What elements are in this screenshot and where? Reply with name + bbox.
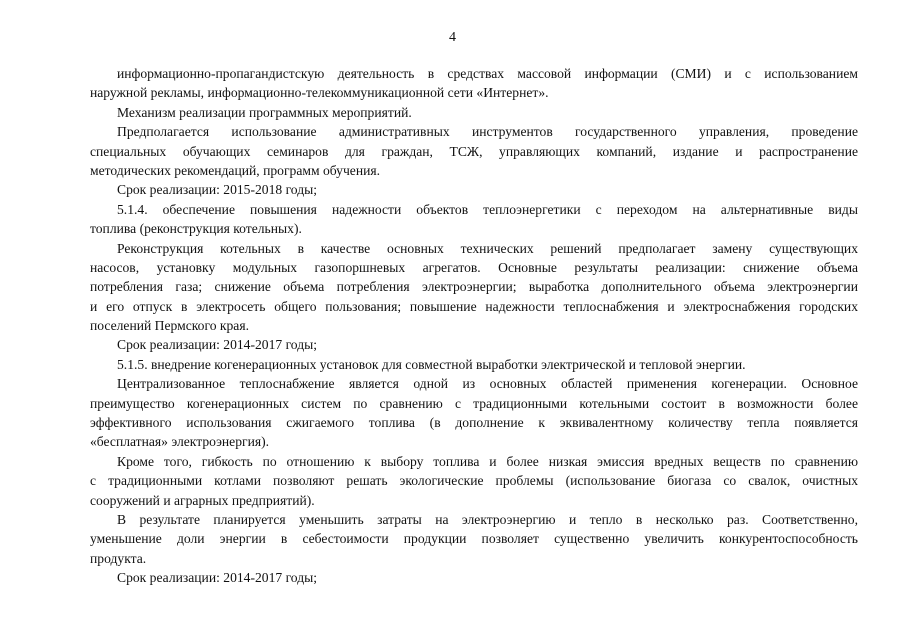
- text-line: эффективного использования сжигаемого топлива (в дополнение к эквивалентному количеству тепла появляется: [90, 415, 858, 431]
- text-line: и его отпуск в электросеть общего пользования; повышение надежности теплоснабжения и электроснабжения городских: [90, 298, 858, 314]
- paragraph: [90, 239, 858, 336]
- text-line: Централизованное теплоснабжение является одной из основных областей применения когенерации. Основное: [117, 376, 858, 392]
- text-line: насосов, установку модульных газопоршневых агрегатов. Основные результаты реализации: снижение объема: [90, 259, 858, 275]
- page-number: 4: [449, 30, 456, 45]
- text-line: 5.1.5. внедрение когенерационных установок для совместной выработки электрической и тепловой энергии.: [117, 356, 746, 372]
- text-line: поселений Пермского края.: [90, 318, 249, 334]
- text-line: информационно-пропагандистскую деятельность в средствах массовой информации (СМИ) и с использованием: [117, 66, 858, 81]
- text-line: Предполагается использование административных инструментов государственного управления, проведение: [117, 124, 858, 140]
- text-line: 5.1.4. обеспечение повышения надежности объектов теплоэнергетики с переходом на альтернативные виды: [117, 201, 858, 217]
- text-line: продукта.: [90, 550, 147, 566]
- paragraph: [90, 200, 858, 239]
- text-line: уменьшение доли энергии в себестоимости продукции позволяет существенно увеличить конкурентоспособность: [90, 531, 858, 547]
- paragraph: [90, 122, 858, 180]
- text-line: методических рекомендаций, программ обучения.: [90, 162, 381, 178]
- paragraph: [90, 335, 858, 354]
- paragraph: [90, 510, 858, 568]
- paragraph: [90, 568, 858, 587]
- paragraph: [90, 374, 858, 452]
- paragraph: [90, 355, 858, 374]
- text-line: В результате планируется уменьшить затраты на электроэнергию и тепло в несколько раз. Соответственно,: [117, 511, 858, 527]
- paragraph: [90, 103, 858, 122]
- text-line: Срок реализации: 2014-2017 годы;: [117, 570, 318, 586]
- paragraph: [90, 64, 858, 103]
- text-line: преимущество когенерационных систем по сравнению с традиционными котельными состоит в возможности более: [90, 395, 858, 411]
- text-line: «бесплатная» электроэнергия).: [90, 434, 270, 450]
- paragraph: [90, 180, 858, 199]
- text-line: специальных обучающих семинаров для граждан, ТСЖ, управляющих компаний, издание и распространение: [90, 143, 858, 159]
- text-line: Реконструкция котельных в качестве основных технических решений предполагает замену существующих: [117, 240, 858, 256]
- text-line: Срок реализации: 2015-2018 годы;: [117, 182, 318, 198]
- text-line: сооружений и аграрных предприятий).: [90, 492, 315, 508]
- text-line: Механизм реализации программных мероприятий.: [117, 104, 412, 120]
- text-line: потребления газа; снижение объема потребления электроэнергии; выработка дополнительного объема электроэнергии: [90, 279, 858, 295]
- text-line: Кроме того, гибкость по отношению к выбору топлива и более низкая эмиссия вредных веществ по сравнению: [117, 453, 858, 469]
- document-body: [90, 64, 858, 588]
- text-line: наружной рекламы, информационно-телекоммуникационной сети «Интернет».: [90, 85, 549, 101]
- paragraph: [90, 452, 858, 510]
- text-line: Срок реализации: 2014-2017 годы;: [117, 337, 318, 353]
- text-line: с традиционными котлами позволяют решать экологические проблемы (использование биогаза со свалок, очистных: [90, 473, 858, 489]
- text-line: топлива (реконструкция котельных).: [90, 221, 302, 237]
